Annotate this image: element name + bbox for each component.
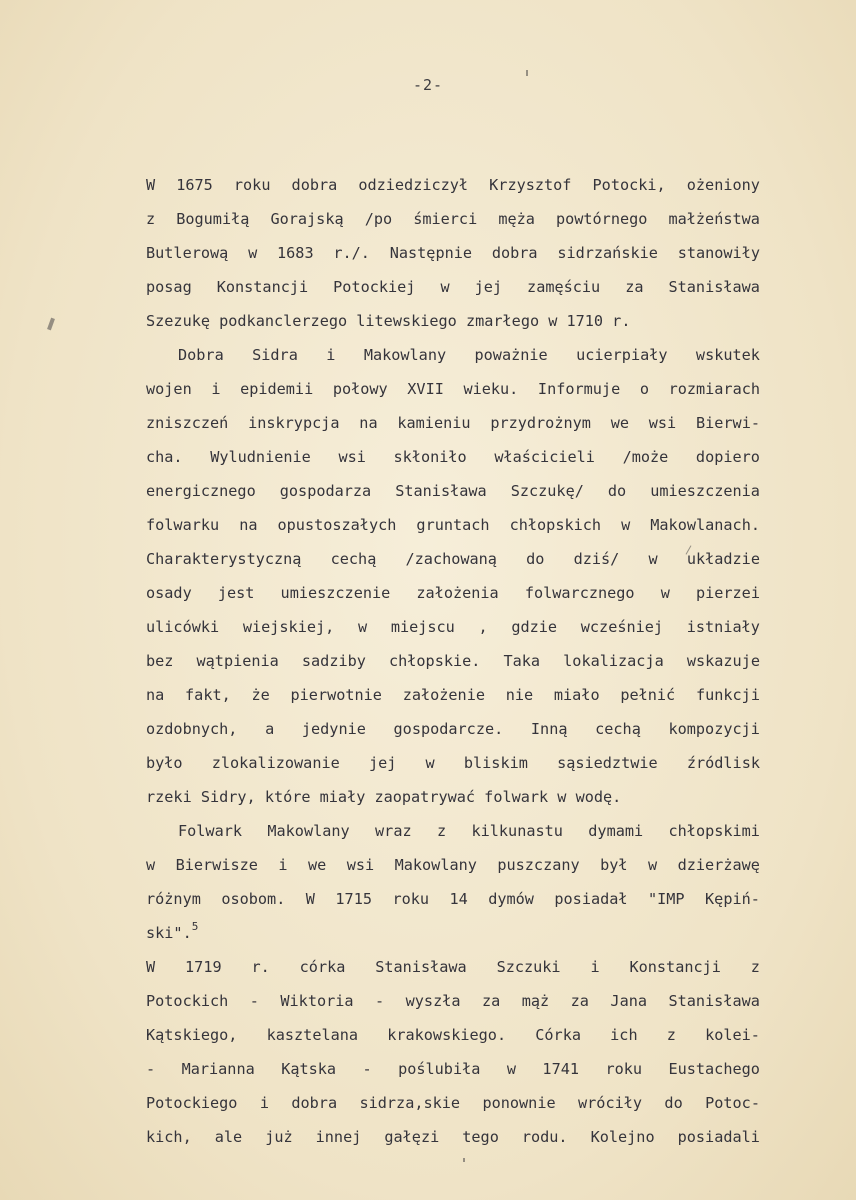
- text-line: ulicówki wiejskiej, w miejscu , gdzie wcześniej istniały: [146, 618, 760, 636]
- text-line: rzeki Sidry, które miały zaopatrywać folwark w wodę.: [146, 788, 622, 806]
- text-line: wojen i epidemii połowy XVII wieku. Informuje o rozmiarach: [146, 380, 760, 398]
- footnote-marker: 5: [191, 920, 199, 933]
- text-line: posag Konstancji Potockiej w jej zamęściu za Stanisława: [146, 278, 760, 296]
- text-line: Potockiego i dobra sidrza,skie ponownie wróciły do Potoc-: [146, 1094, 760, 1112]
- text-line: kich, ale już innej gałęzi tego rodu. Kolejno posiadali: [146, 1128, 760, 1146]
- text-line: energicznego gospodarza Stanisława Szczukę/ do umieszczenia: [146, 482, 760, 500]
- text-line: - Marianna Kątska - poślubiła w 1741 roku Eustachego: [146, 1060, 760, 1078]
- paper-mark: [463, 1158, 465, 1162]
- text-line: bez wątpienia sadziby chłopskie. Taka lokalizacja wskazuje: [146, 652, 760, 670]
- text-line: było zlokalizowanie jej w bliskim sąsiedztwie źródlisk: [146, 754, 760, 772]
- text-line: Folwark Makowlany wraz z kilkunastu dymami chłopskimi: [178, 822, 760, 840]
- text-line: z Bogumiłą Gorajską /po śmierci męża powtórnego małżeństwa: [146, 210, 760, 228]
- text-line: zniszczeń inskrypcja na kamieniu przydrożnym we wsi Bierwi-: [146, 414, 760, 432]
- text-line: folwarku na opustoszałych gruntach chłopskich w Makowlanach.: [146, 516, 760, 534]
- text-line: Potockich - Wiktoria - wyszła za mąż za Jana Stanisława: [146, 992, 760, 1010]
- page-number: -2-: [412, 76, 444, 94]
- text-line: Szezukę podkanclerzego litewskiego zmarłego w 1710 r.: [146, 312, 631, 330]
- text-line: W 1719 r. córka Stanisława Szczuki i Konstancji z: [146, 958, 760, 976]
- text-line: Dobra Sidra i Makowlany poważnie ucierpiały wskutek: [178, 346, 760, 364]
- text-line: W 1675 roku dobra odziedziczył Krzysztof Potocki, ożeniony: [146, 176, 760, 194]
- typed-text-body: [146, 172, 760, 1158]
- text-line: cha. Wyludnienie wsi skłoniło właścicieli /może dopiero: [146, 448, 760, 466]
- text-line: ski".$^5$: [146, 920, 199, 942]
- text-line: na fakt, że pierwotnie założenie nie miało pełnić funkcji: [146, 686, 760, 704]
- text-line: osady jest umieszczenie założenia folwarcznego w pierzei: [146, 584, 760, 602]
- text-line: ozdobnych, a jedynie gospodarcze. Inną cechą kompozycji: [146, 720, 760, 738]
- text-line: Butlerową w 1683 r./. Następnie dobra sidrzańskie stanowiły: [146, 244, 760, 262]
- text-line: w Bierwisze i we wsi Makowlany puszczany był w dzierżawę: [146, 856, 760, 874]
- text-line: Charakterystyczną cechą /zachowaną do dziś/ w układzie: [146, 550, 760, 568]
- paper-mark: [526, 70, 528, 76]
- text-line: różnym osobom. W 1715 roku 14 dymów posiadał "IMP Kępiń-: [146, 890, 760, 908]
- paper-mark: [47, 318, 55, 331]
- text-line: Kątskiego, kasztelana krakowskiego. Córka ich z kolei-: [146, 1026, 760, 1044]
